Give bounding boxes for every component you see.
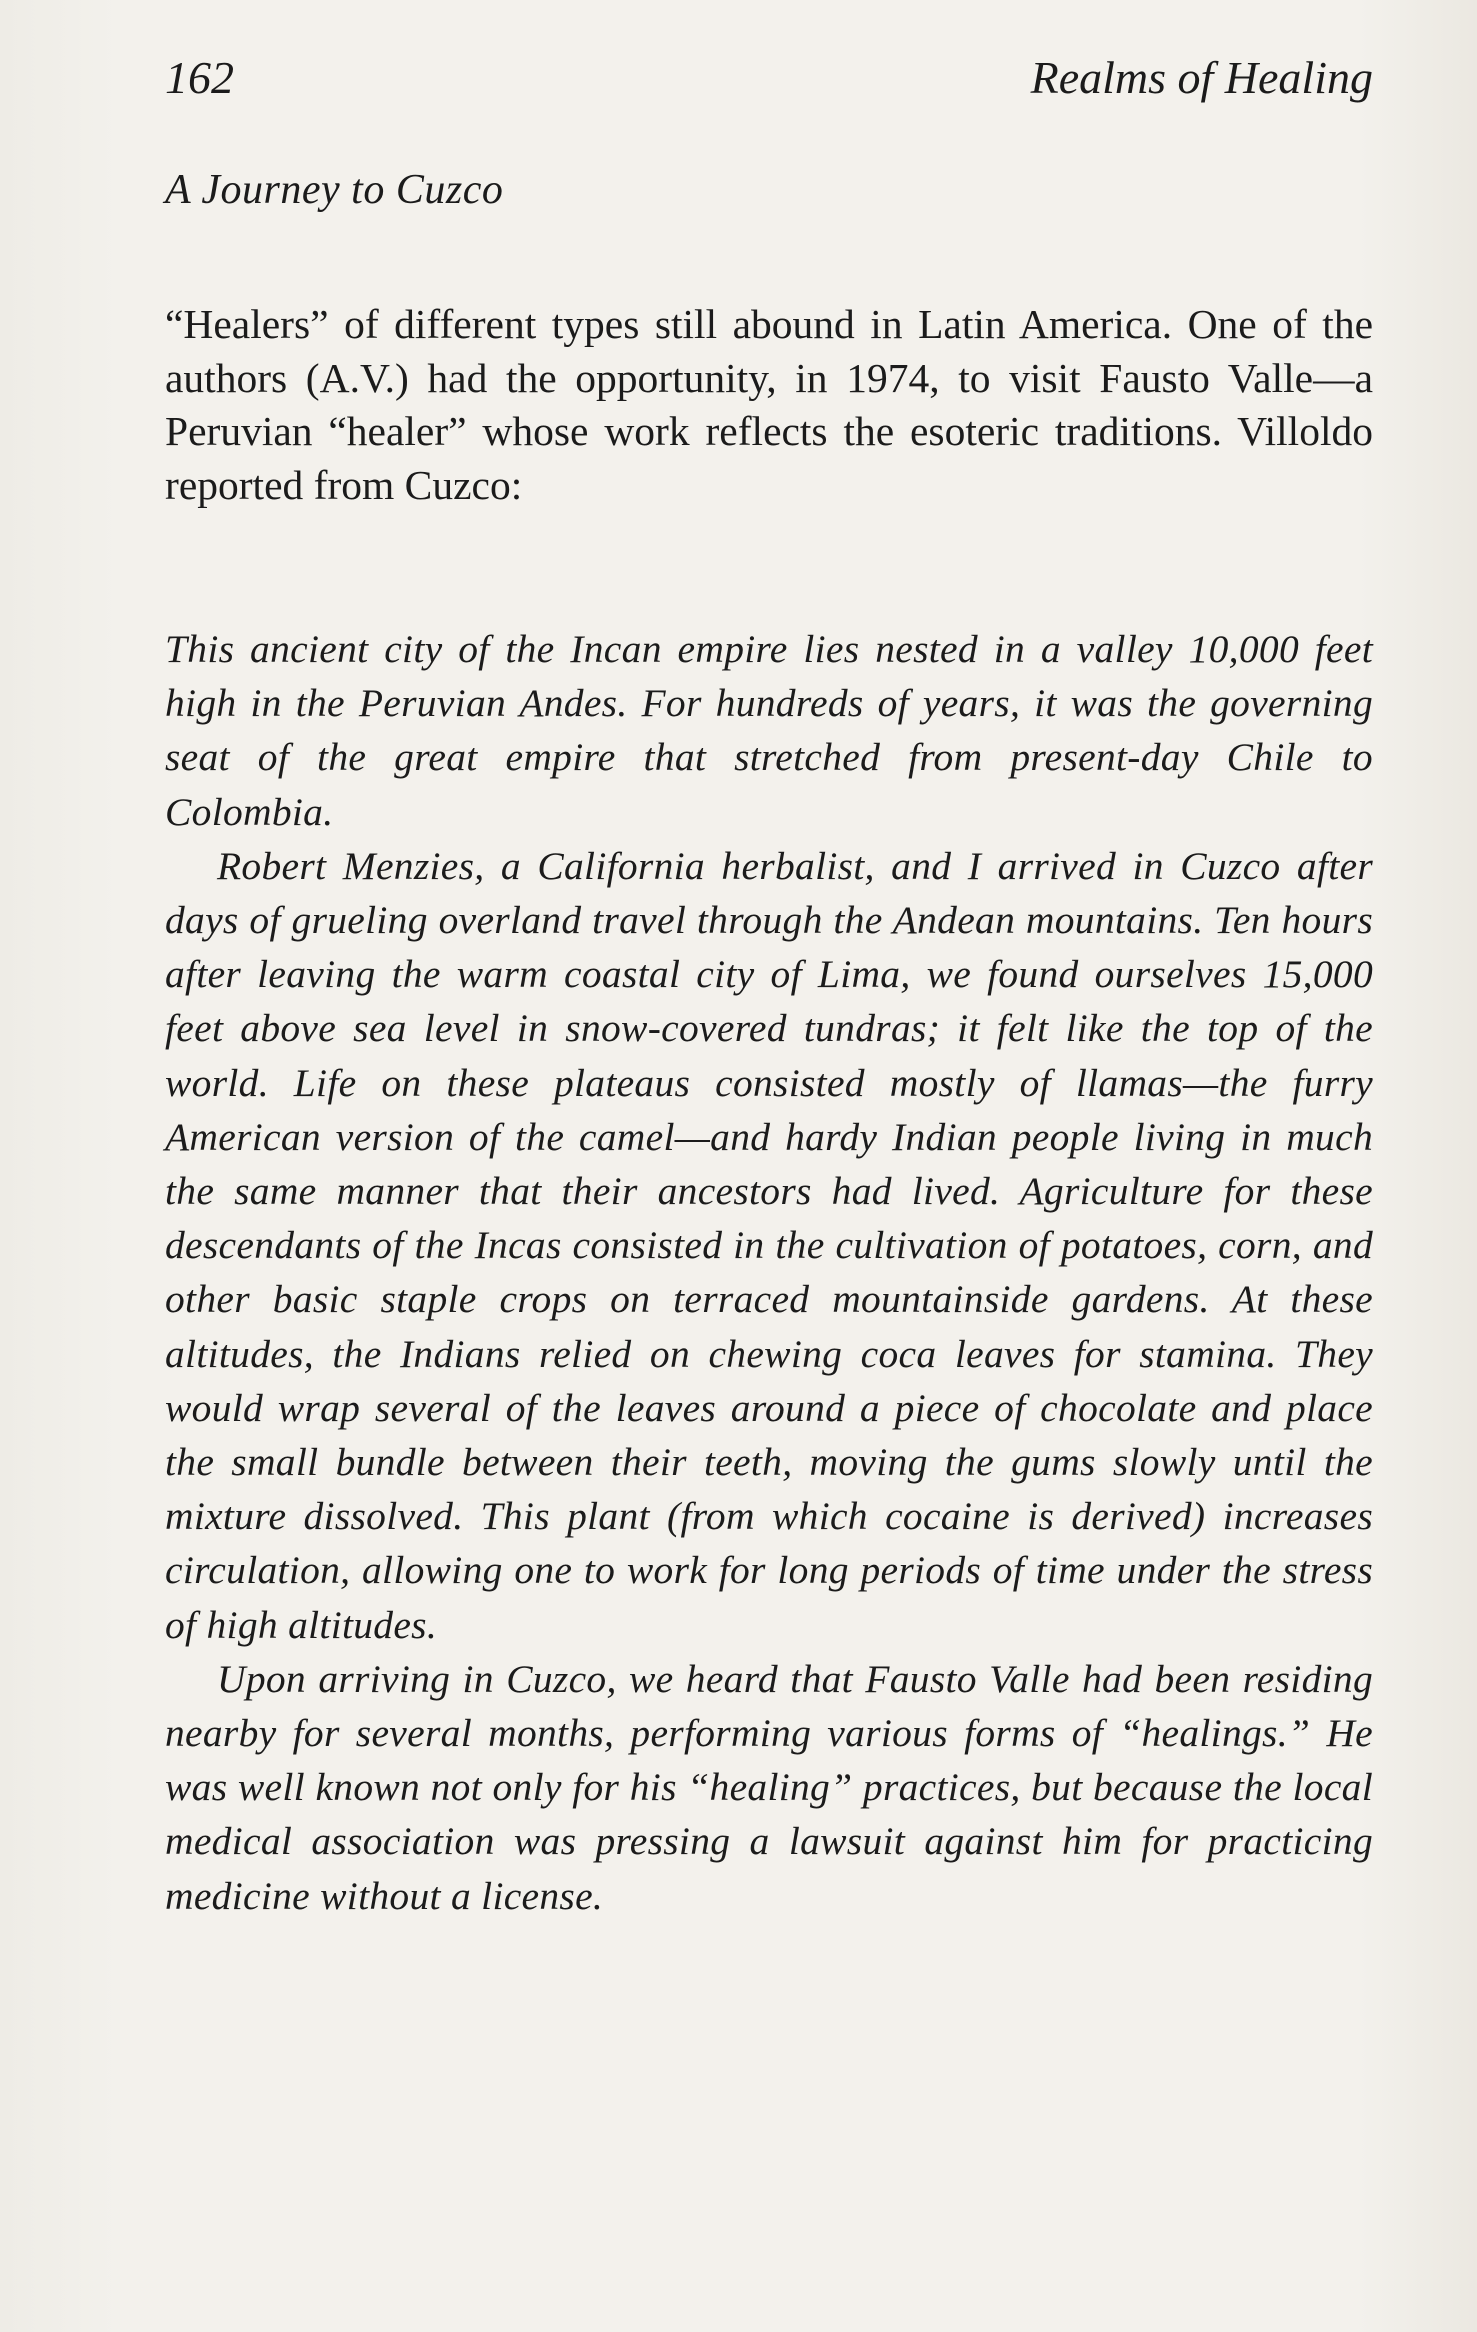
section-heading: A Journey to Cuzco [165, 167, 504, 213]
extract-paragraph: Robert Menzies, a California herbalist, and I arrived in Cuzco after days of grueling overland travel through the Andean mountains. Ten hours after leaving the warm coastal city of Lima, we found ourselves 15,000 feet above sea level in snow-covered tundras; it felt like the top of the world. Life on these plateaus consisted mostly of llamas—the furry American version of the camel—and hardy Indian people living in much the same manner that their ancestors had lived. Agriculture for these descendants of the Incas consisted in the cultivation of potatoes, corn, and other basic staple crops on terraced mountainside gardens. At these altitudes, the Indians relied on chewing coca leaves for stamina. They would wrap several of the leaves around a piece of chocolate and place the small bundle between their teeth, moving the gums slowly until the mixture dissolved. This plant (from which cocaine is derived) increases circulation, allowing one to work for long periods of time under the stress of high altitudes. [165, 843, 1373, 1647]
extract-paragraph: This ancient city of the Incan empire lies nested in a valley 10,000 feet high in the Peruvian Andes. For hundreds of years, it was the governing seat of the great empire that stretched from present-day Chile to Colombia. [165, 627, 1373, 834]
intro-paragraph: “Healers” of different types still abound in Latin America. One of the authors (A.V.) had the opportunity, in 1974, to visit Fausto Valle—a Peruvian “healer” whose work reflects the esoteric traditions. Villoldo reported from Cuzco: [165, 301, 1373, 508]
running-head [165, 48, 1373, 108]
page-number: 162 [165, 52, 234, 103]
running-title: Realms of Healing [1030, 52, 1373, 103]
extract-paragraph: Upon arriving in Cuzco, we heard that Fausto Valle had been residing nearby for several months, performing various forms of “healings.” He was well known not only for his “healing” practices, but because the local medical association was pressing a lawsuit against him for practicing medicine without a license. [165, 1656, 1373, 1918]
quoted-extract [165, 622, 1373, 1923]
